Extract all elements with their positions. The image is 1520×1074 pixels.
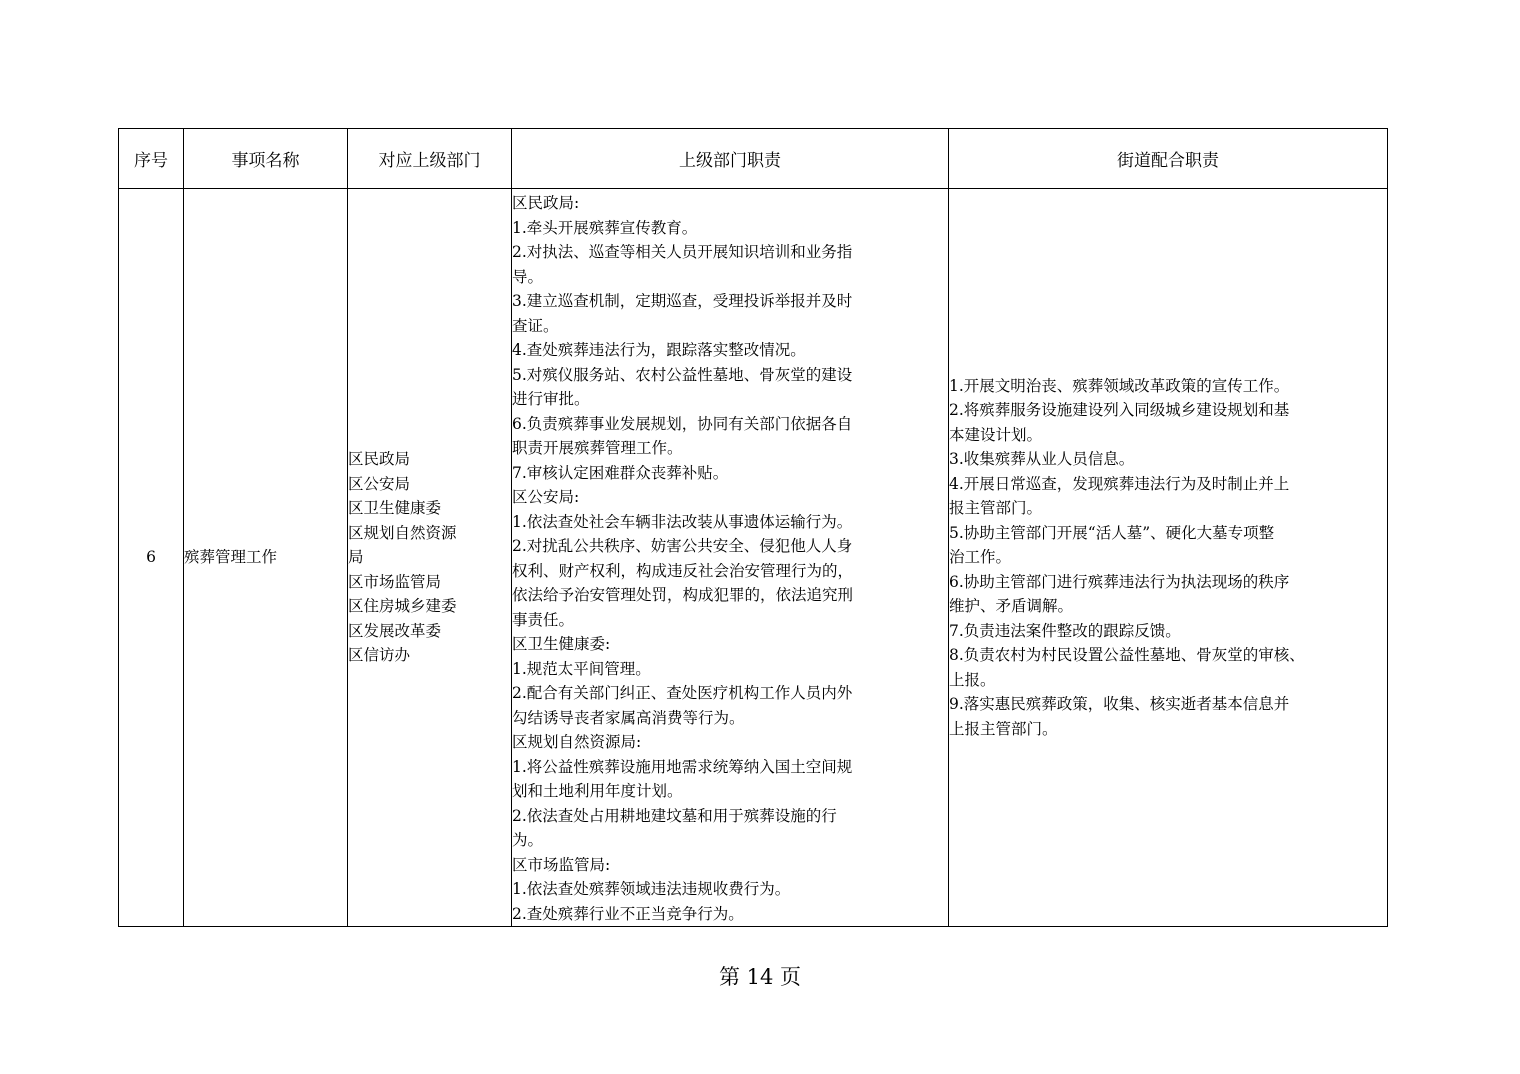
text-line: 3.收集殡葬从业人员信息。 — [949, 450, 1135, 469]
text-line: 5.对殡仪服务站、农村公益性墓地、骨灰堂的建设 — [512, 365, 853, 384]
text-line: 7.审核认定困难群众丧葬补贴。 — [512, 463, 729, 482]
text-line: 1.规范太平间管理。 — [512, 659, 651, 678]
text-line: 本建设计划。 — [949, 425, 1043, 444]
text-line: 1.牵头开展殡葬宣传教育。 — [512, 218, 698, 237]
row-street-cooperation — [949, 189, 1388, 927]
row-department-duties — [512, 189, 949, 927]
text-line: 划和土地利用年度计划。 — [512, 782, 683, 800]
text-line: 区发展改革委 — [348, 621, 442, 640]
text-line: 区规划自然资源局: — [512, 733, 642, 751]
header-item-name: 事项名称 — [184, 129, 348, 189]
text-line: 2.对执法、巡查等相关人员开展知识培训和业务指 — [512, 243, 853, 261]
text-line: 局 — [348, 548, 364, 567]
text-line: 2.将殡葬服务设施建设列入同级城乡建设规划和基 — [949, 401, 1290, 420]
text-line: 上报。 — [949, 670, 996, 689]
table-row — [119, 189, 1388, 927]
text-line: 9.落实惠民殡葬政策，收集、核实逝者基本信息并 — [949, 695, 1290, 714]
text-line: 维护、矛盾调解。 — [949, 597, 1074, 616]
text-line: 区公安局: — [512, 488, 580, 506]
text-line: 6.负责殡葬事业发展规划，协同有关部门依据各自 — [512, 414, 853, 433]
text-line: 上报主管部门。 — [949, 719, 1058, 738]
text-line: 区公安局 — [348, 474, 411, 493]
text-line: 2.查处殡葬行业不正当竞争行为。 — [512, 904, 744, 923]
header-department-duty: 上级部门职责 — [512, 129, 949, 189]
text-line: 3.建立巡查机制，定期巡查，受理投诉举报并及时 — [512, 292, 853, 310]
page-number: 第 14 页 — [718, 965, 802, 989]
department-list — [348, 447, 511, 668]
header-street-cooperation: 街道配合职责 — [949, 129, 1388, 189]
text-line: 2.对扰乱公共秩序、妨害公共安全、侵犯他人人身 — [512, 537, 853, 555]
text-line: 权利、财产权利，构成违反社会治安管理行为的， — [512, 561, 854, 580]
text-line: 区民政局 — [348, 450, 411, 469]
text-line: 导。 — [512, 267, 544, 286]
text-line: 2.配合有关部门纠正、查处医疗机构工作人员内外 — [512, 684, 853, 702]
header-department: 对应上级部门 — [348, 129, 512, 189]
text-line: 5.协助主管部门开展“活人墓”、硬化大墓专项整 — [949, 523, 1275, 542]
text-line: 勾结诱导丧者家属高消费等行为。 — [512, 708, 745, 727]
text-line: 4.开展日常巡查，发现殡葬违法行为及时制止并上 — [949, 474, 1290, 493]
text-line: 区市场监管局 — [348, 572, 442, 591]
text-line: 1.依法查处社会车辆非法改装从事遗体运输行为。 — [512, 512, 853, 531]
text-line: 8.负责农村为村民设置公益性墓地、骨灰堂的审核、 — [949, 646, 1305, 665]
text-line: 区住房城乡建委 — [348, 597, 457, 616]
responsibility-table — [118, 128, 1388, 927]
header-number: 序号 — [119, 129, 184, 189]
cooperation-list — [949, 374, 1387, 742]
table-header-row — [119, 129, 1388, 189]
text-line: 事责任。 — [512, 610, 575, 629]
text-line: 7.负责违法案件整改的跟踪反馈。 — [949, 621, 1181, 640]
row-item-name: 殡葬管理工作 — [184, 189, 348, 927]
text-line: 治工作。 — [949, 548, 1012, 567]
text-line: 2.依法查处占用耕地建坟墓和用于殡葬设施的行 — [512, 806, 837, 825]
text-line: 依法给予治安管理处罚，构成犯罪的，依法追究刑 — [512, 586, 854, 604]
text-line: 区民政局: — [512, 194, 580, 212]
text-line: 职责开展殡葬管理工作。 — [512, 439, 683, 457]
text-line: 区卫生健康委: — [512, 635, 611, 653]
text-line: 区信访办 — [348, 646, 411, 665]
text-line: 4.查处殡葬违法行为，跟踪落实整改情况。 — [512, 341, 806, 359]
text-line: 为。 — [512, 831, 544, 849]
duty-list — [512, 191, 948, 926]
text-line: 1.依法查处殡葬领域违法违规收费行为。 — [512, 880, 791, 898]
row-number: 6 — [119, 189, 184, 927]
text-line: 查证。 — [512, 316, 559, 335]
text-line: 区卫生健康委 — [348, 499, 442, 518]
text-line: 1.将公益性殡葬设施用地需求统筹纳入国土空间规 — [512, 757, 853, 776]
text-line: 区规划自然资源 — [348, 523, 457, 542]
text-line: 6.协助主管部门进行殡葬违法行为执法现场的秩序 — [949, 572, 1290, 591]
row-departments — [348, 189, 512, 927]
text-line: 进行审批。 — [512, 390, 590, 408]
text-line: 1.开展文明治丧、殡葬领域改革政策的宣传工作。 — [949, 376, 1290, 395]
text-line: 报主管部门。 — [949, 499, 1043, 518]
text-line: 区市场监管局: — [512, 855, 611, 874]
